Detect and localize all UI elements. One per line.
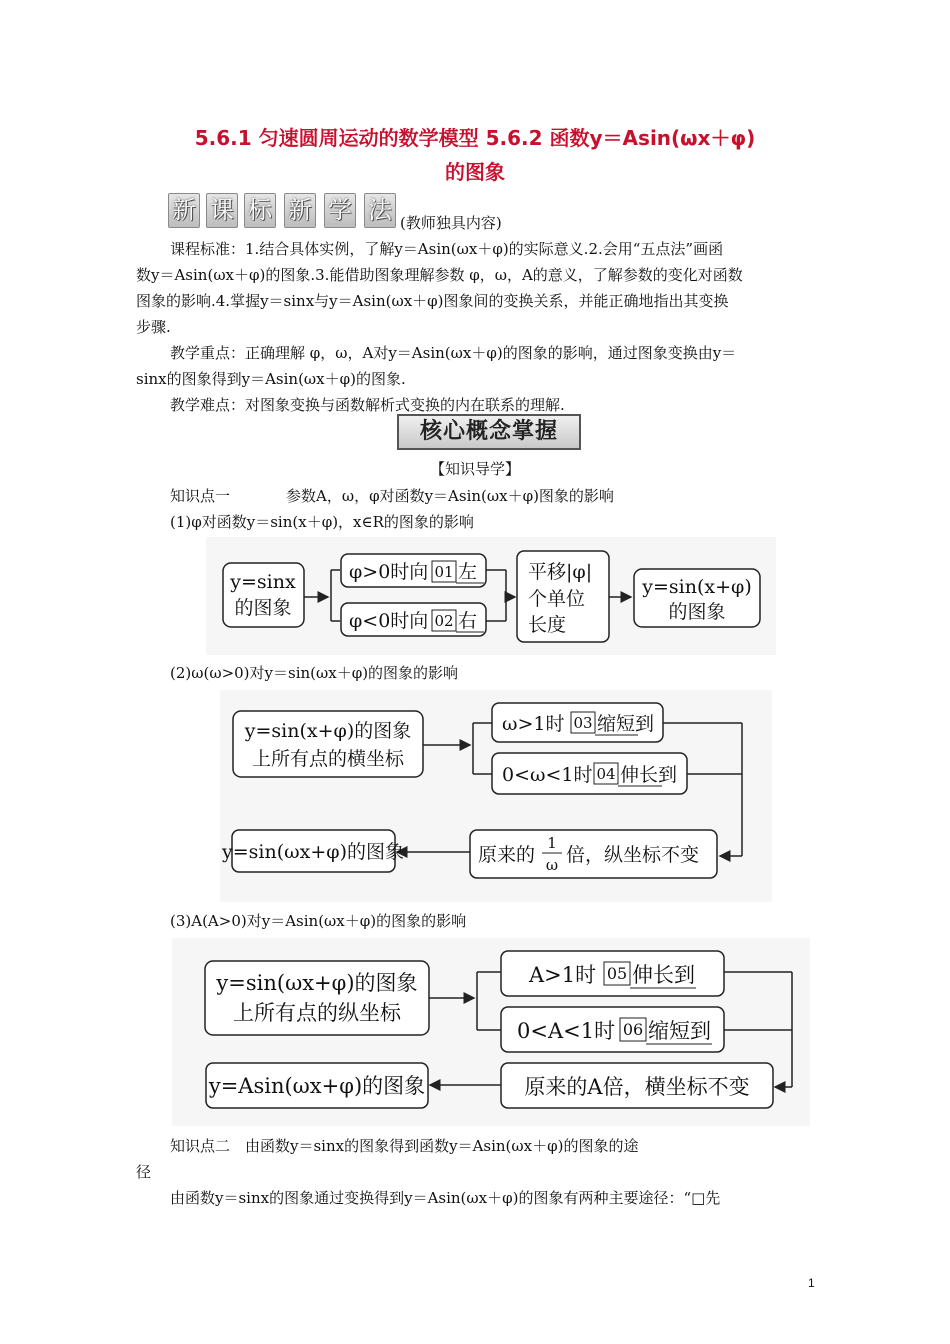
last-line: 由函数y＝sinx的图象通过变换得到y＝Asin(ωx＋φ)的图象有两种主要途径：“□先	[170, 1189, 721, 1207]
d2-lower-answer: 伸长到	[620, 764, 678, 786]
section-banner: 核心概念掌握	[397, 414, 581, 450]
d3-start-line2: 上所有点的纵坐标	[233, 1001, 401, 1025]
kp2-line-2: 径	[136, 1163, 152, 1181]
d2-middle-text: 原来的	[478, 844, 536, 866]
diagram-omega	[220, 690, 772, 902]
key-points-line-1: 教学重点：正确理解 φ，ω，A对y＝Asin(ωx＋φ)的图象的影响，通过图象变换由y＝	[170, 344, 737, 362]
d3-upper-text: A>1时	[529, 963, 597, 987]
key-points-line-2: sinx的图象得到y＝Asin(ωx＋φ)的图象.	[136, 370, 406, 388]
guide-heading: 【知识导学】	[429, 460, 520, 478]
badge-note: (教师独具内容)	[400, 214, 502, 232]
badge-char: 学	[324, 193, 356, 228]
sub-heading-1: (1)φ对函数y＝sin(x＋φ)，x∈R的图象的影响	[170, 513, 474, 531]
d1-blank-01: 01	[434, 563, 454, 581]
d1-upper-text: φ>0时向	[349, 561, 429, 583]
new-curriculum-badge	[168, 193, 398, 228]
standards-line-3: 图象的影响.4.掌握y＝sinx与y＝Asin(ωx＋φ)图象间的变换关系，并能正确地指出其变换	[136, 292, 729, 310]
d3-start-line1: y=sin(ωx+φ)的图象	[216, 971, 418, 995]
badge-char: 新	[168, 193, 200, 228]
standards-line-2: 数y＝Asin(ωx＋φ)的图象.3.能借助图象理解参数 φ，ω，A的意义，了解参数的变化对函数	[136, 266, 743, 284]
badge-char: 课	[206, 193, 238, 228]
d2-upper-text: ω>1时	[502, 713, 565, 735]
d1-start-line2: 的图象	[234, 597, 292, 619]
d3-upper-answer: 伸长到	[632, 963, 695, 987]
d3-end-text: y=Asin(ωx+φ)的图象	[208, 1074, 426, 1098]
d1-start-line1: y=sinx	[230, 571, 296, 593]
badge-char: 标	[244, 193, 276, 228]
kp1-label: 知识点一	[170, 487, 231, 505]
title-line-2: 的图象	[445, 160, 505, 184]
d2-blank-04: 04	[596, 765, 616, 783]
standards-line-1: 课程标准：1.结合具体实例，了解y＝Asin(ωx＋φ)的实际意义.2.会用“五点法”画函	[170, 240, 724, 258]
d2-middle-tail: 倍，纵坐标不变	[566, 844, 700, 866]
kp1-text: 参数A，ω，φ对函数y＝Asin(ωx＋φ)图象的影响	[286, 487, 614, 505]
d3-middle-text: 原来的A倍，横坐标不变	[524, 1075, 750, 1099]
kp2-line-1: 知识点二 由函数y＝sinx的图象得到函数y＝Asin(ωx＋φ)的图象的途	[170, 1137, 639, 1155]
page-number: 1	[808, 1276, 815, 1290]
d2-upper-answer: 缩短到	[597, 713, 655, 735]
d1-lower-text: φ<0时向	[349, 610, 429, 632]
d2-start-line1: y=sin(x+φ)的图象	[244, 720, 412, 742]
d1-lower-answer: 右	[458, 610, 478, 632]
d3-blank-06: 06	[622, 1020, 644, 1039]
difficulty-line: 教学难点：对图象变换与函数解析式变换的内在联系的理解.	[170, 396, 565, 414]
sub-heading-3: (3)A(A>0)对y＝Asin(ωx＋φ)的图象的影响	[170, 912, 467, 930]
d2-blank-03: 03	[573, 714, 593, 732]
d1-upper-answer: 左	[458, 561, 478, 583]
d1-middle-line3: 长度	[528, 614, 567, 636]
badge-char: 新	[284, 193, 316, 228]
title-line-1: 5.6.1 匀速圆周运动的数学模型 5.6.2 函数y＝Asin(ωx＋φ)	[194, 126, 756, 150]
d1-end-line2: 的图象	[668, 601, 726, 623]
d3-lower-answer: 缩短到	[648, 1019, 711, 1043]
d1-middle-line2: 个单位	[528, 588, 586, 610]
badge-char: 法	[364, 193, 396, 228]
d1-blank-02: 02	[434, 612, 454, 630]
d3-blank-05: 05	[606, 964, 628, 983]
diagram-phase-shift	[206, 537, 776, 655]
d2-fraction-denominator: ω	[545, 856, 559, 874]
d3-lower-text: 0<A<1时	[517, 1019, 616, 1043]
d1-middle-line1: 平移|φ|	[528, 561, 593, 583]
standards-line-4: 步骤.	[136, 318, 171, 336]
d2-end-text: y=sin(ωx+φ)的图象	[222, 841, 404, 863]
diagram-amplitude	[172, 938, 810, 1126]
d2-start-line2: 上所有点的横坐标	[251, 748, 405, 770]
sub-heading-2: (2)ω(ω>0)对y＝sin(ωx＋φ)的图象的影响	[170, 664, 459, 682]
d2-fraction-numerator: 1	[547, 834, 557, 852]
d1-end-line1: y=sin(x+φ)	[642, 576, 752, 598]
d2-lower-text: 0<ω<1时	[502, 764, 593, 786]
